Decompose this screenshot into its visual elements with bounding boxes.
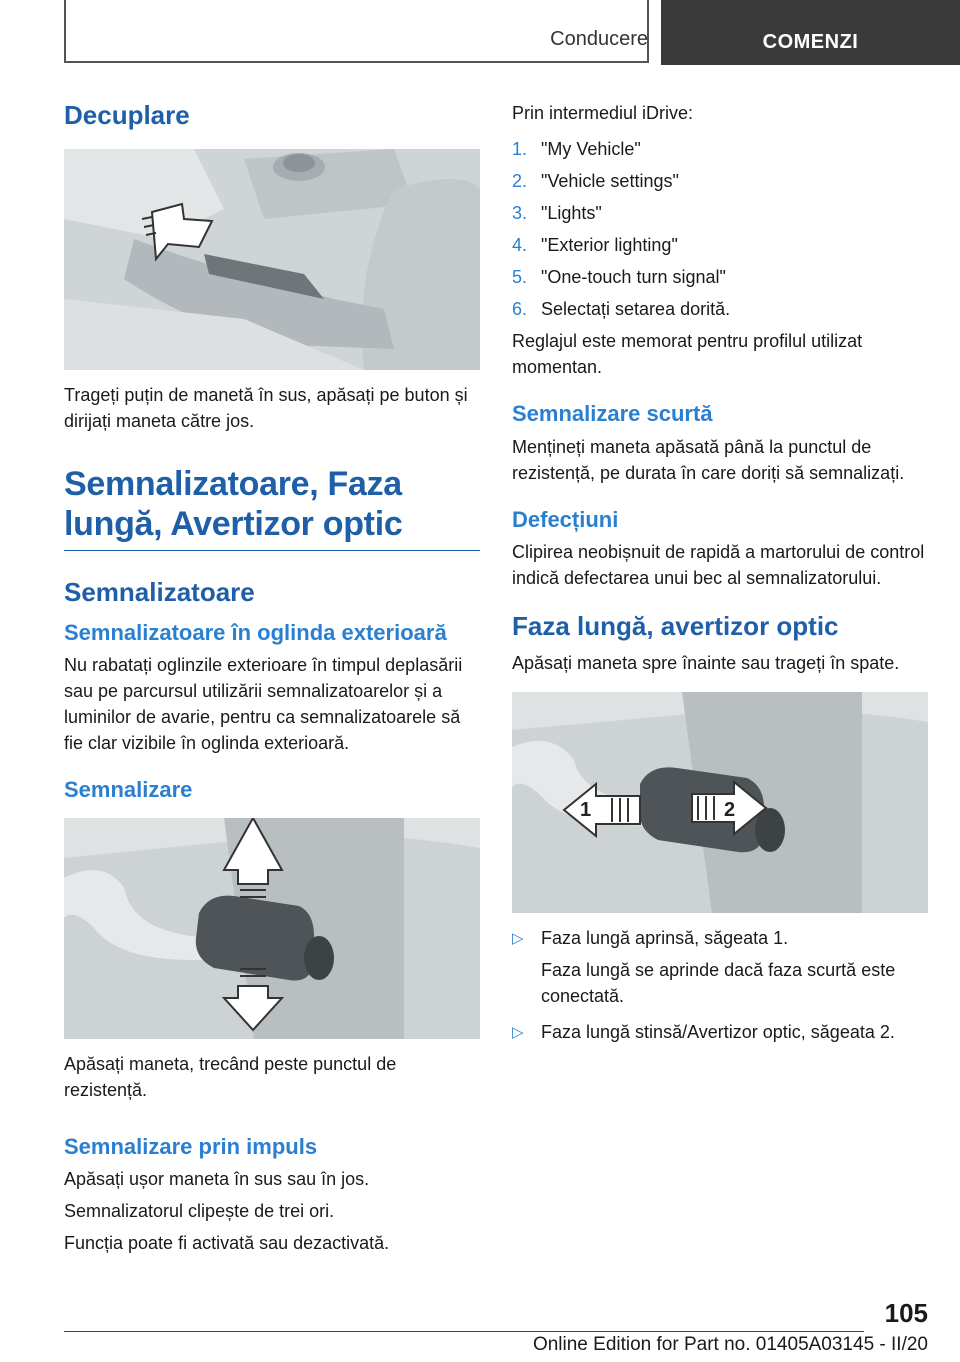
page-footer bbox=[64, 1298, 928, 1362]
lever-unlock-illustration bbox=[64, 149, 480, 370]
list-item: 6. Selectați setarea dorită. bbox=[512, 299, 731, 319]
list-item: 2. "Vehicle settings" bbox=[512, 171, 679, 191]
page-number: 105 bbox=[884, 1298, 928, 1328]
reglaj-text: Reglajul este memorat pentru profilul utilizat momentan. bbox=[512, 331, 863, 377]
impuls-text-1: Apăsați ușor maneta în sus sau în jos. bbox=[64, 1169, 370, 1190]
edition-text: Online Edition for Part no. 01405A03145 - II/20 bbox=[532, 1334, 928, 1355]
turn-signal-illustration bbox=[64, 818, 480, 1039]
scurta-heading: Semnalizare scurtă bbox=[512, 401, 713, 426]
page-header bbox=[0, 0, 960, 66]
list-item: ▷ Faza lungă aprinsă, săgeata 1. Faza lungă se aprinde dacă faza scurtă este conectată. bbox=[512, 928, 896, 1007]
triangle-bullet-icon: ▷ bbox=[512, 930, 524, 948]
semnalizare-caption: Apăsați maneta, trecând peste punctul de rezistență. bbox=[64, 1053, 397, 1100]
decuplare-heading: Decuplare bbox=[64, 100, 190, 130]
faza-lunga-text: Apăsați maneta spre înainte sau trageți în spate. bbox=[512, 653, 900, 674]
main-section-title: Semnalizatoare, Faza lungă, Avertizor optic bbox=[64, 465, 403, 544]
defectiuni-text: Clipirea neobișnuit de rapidă a martorului de control indică defectarea unui bec al semnalizatorului. bbox=[512, 542, 925, 588]
list-item: 3. "Lights" bbox=[512, 203, 602, 223]
defectiuni-heading: Defecțiuni bbox=[512, 506, 619, 532]
decuplare-caption: Trageți puțin de manetă în sus, apăsați pe buton și dirijați maneta către jos. bbox=[64, 385, 468, 432]
faza-lunga-heading: Faza lungă, avertizor optic bbox=[512, 611, 839, 641]
semnalizatoare-heading: Semnalizatoare bbox=[64, 577, 255, 608]
oglinda-text: Nu rabatați oglinzile exterioare în timpul deplasării sau pe parcursul utilizării semnalizatoarelor și a luminilor de avarie, pentru ca semnalizatoarele să fie clar vizibile în oglinda exterioară. bbox=[64, 655, 463, 754]
title-rule bbox=[64, 550, 480, 551]
high-beam-bullets bbox=[512, 925, 928, 1045]
figure-high-beam bbox=[512, 692, 928, 913]
list-item: 4. "Exterior lighting" bbox=[512, 235, 678, 255]
arrow-label-2: 2 bbox=[724, 799, 736, 822]
arrow-label-1: 1 bbox=[580, 799, 592, 822]
impuls-heading: Semnalizare prin impuls bbox=[64, 1133, 318, 1159]
triangle-bullet-icon: ▷ bbox=[512, 1024, 524, 1042]
idrive-steps bbox=[512, 136, 928, 322]
scurta-text: Mențineți maneta apăsată până la punctul de rezistență, pe durata în care doriți să semnalizați. bbox=[512, 436, 905, 483]
oglinda-heading: Semnalizatoare în oglinda exterioară bbox=[64, 619, 447, 645]
list-item: 5. "One-touch turn signal" bbox=[512, 267, 726, 287]
list-item: ▷ Faza lungă stinsă/Avertizor optic, săgeata 2. bbox=[512, 1019, 928, 1045]
impuls-text-2: Semnalizatorul clipește de trei ori. bbox=[64, 1201, 335, 1222]
idrive-intro: Prin intermediul iDrive: bbox=[512, 103, 694, 123]
left-column bbox=[64, 100, 480, 1262]
header-chapter-tab: COMENZI bbox=[661, 0, 960, 65]
header-section-title: Conducere bbox=[550, 28, 648, 50]
semnalizare-heading: Semnalizare bbox=[64, 777, 193, 803]
right-column bbox=[512, 100, 928, 1055]
footer-rule bbox=[64, 1331, 864, 1332]
figure-turn-signal bbox=[64, 818, 480, 1039]
figure-lever-unlock bbox=[64, 149, 480, 370]
impuls-text-3: Funcția poate fi activată sau dezactivată. bbox=[64, 1233, 390, 1254]
high-beam-illustration bbox=[512, 692, 928, 913]
list-item: 1. "My Vehicle" bbox=[512, 139, 641, 159]
